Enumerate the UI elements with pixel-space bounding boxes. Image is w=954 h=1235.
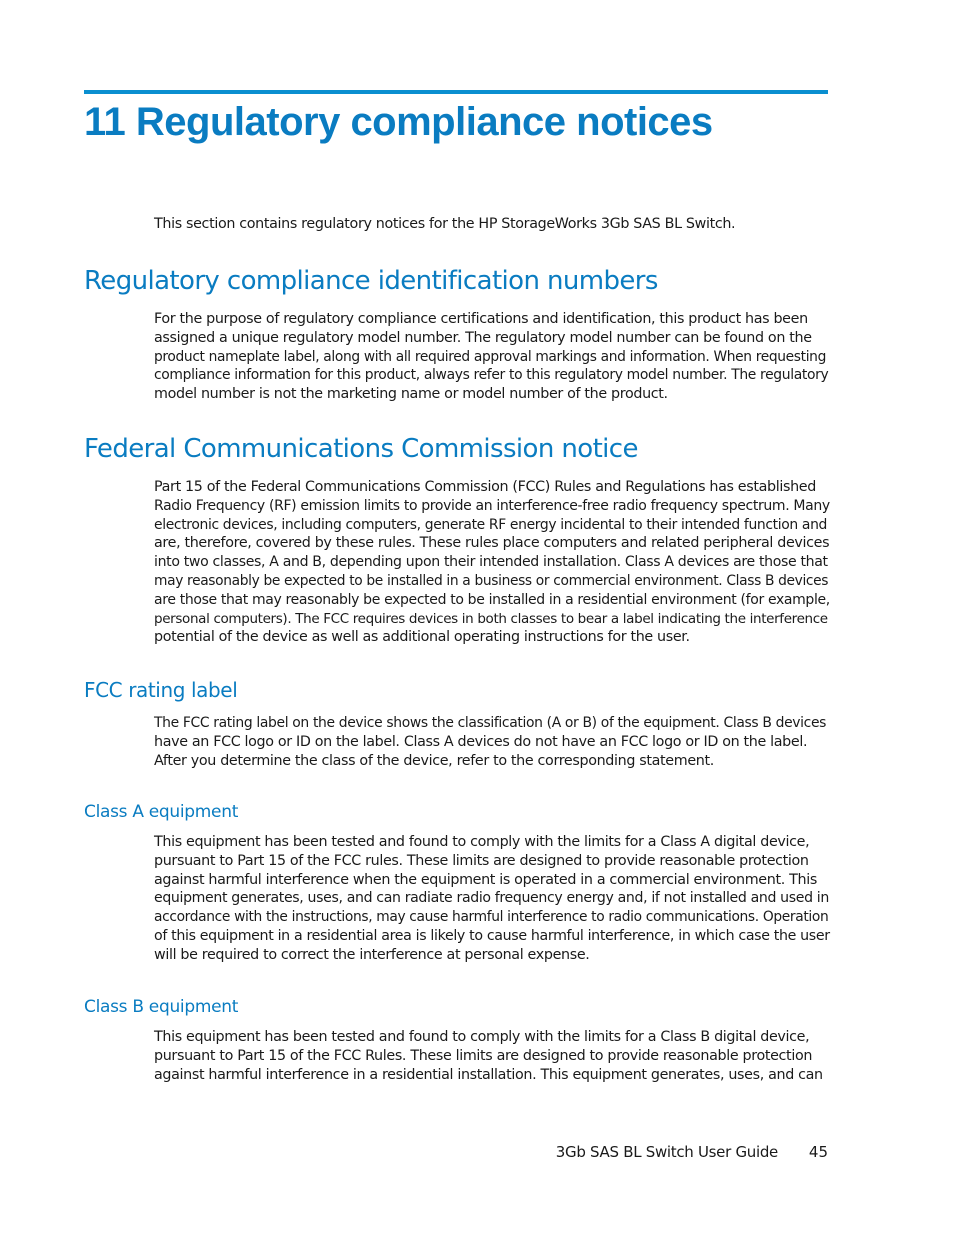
paragraph-line: accordance with the instructions, may cause harmful interference to radio communications. Operation: [154, 909, 829, 926]
footer-page-number: 45: [808, 1143, 828, 1161]
paragraph-line: are, therefore, covered by these rules. These rules place computers and related peripheral devices: [154, 535, 830, 552]
paragraph-line: Part 15 of the Federal Communications Commission (FCC) Rules and Regulations has established: [154, 479, 816, 495]
paragraph-line: The FCC rating label on the device shows the classification (A or B) of the equipment. Class B devices: [154, 715, 827, 731]
paragraph-line: For the purpose of regulatory compliance certifications and identification, this product has been: [154, 311, 808, 327]
paragraph-line: pursuant to Part 15 of the FCC Rules. These limits are designed to provide reasonable protection: [154, 1047, 813, 1064]
section-heading-fcc-notice: Federal Communications Commission notice: [84, 434, 638, 464]
chapter-top-rule: [84, 90, 828, 94]
paragraph-line: electronic devices, including computers, generate RF energy incidental to their intended function and: [154, 516, 827, 533]
footer-guide-title: 3Gb SAS BL Switch User Guide: [555, 1143, 778, 1161]
fcc-rating-paragraph: [154, 714, 830, 770]
subsection-heading-fcc-rating: FCC rating label: [84, 678, 238, 702]
paragraph-line: against harmful interference when the equipment is operated in a commercial environment. This: [154, 871, 817, 888]
identification-paragraph: [154, 310, 830, 404]
paragraph-line: Radio Frequency (RF) emission limits to provide an interference-free radio frequency spectrum. Many: [154, 497, 830, 514]
paragraph-line: compliance information for this product, always refer to this regulatory model number. The regulatory: [154, 367, 829, 384]
paragraph-line: model number is not the marketing name or model number of the product.: [154, 386, 668, 403]
paragraph-line: equipment generates, uses, and can radiate radio frequency energy and, if not installed and used in: [154, 890, 829, 907]
paragraph-line: personal computers). The FCC requires devices in both classes to bear a label indicating the interference: [154, 610, 828, 627]
subsection-heading-class-a: Class A equipment: [84, 802, 239, 822]
paragraph-line: of this equipment in a residential area is likely to cause harmful interference, in which case the user: [154, 927, 830, 944]
paragraph-line: may reasonably be expected to be installed in a business or commercial environment. Class B devices: [154, 572, 829, 589]
paragraph-line: are those that may reasonably be expected to be installed in a residential environment (for example,: [154, 591, 830, 608]
class-b-paragraph: [154, 1028, 830, 1084]
paragraph-line: have an FCC logo or ID on the label. Class A devices do not have an FCC logo or ID on the label.: [154, 733, 808, 750]
paragraph-line: assigned a unique regulatory model number. The regulatory model number can be found on the: [154, 329, 812, 346]
section-heading-identification: Regulatory compliance identification numbers: [84, 266, 658, 296]
chapter-title: 11 Regulatory compliance notices: [84, 100, 713, 144]
fcc-notice-paragraph: [154, 478, 830, 647]
paragraph-line: After you determine the class of the device, refer to the corresponding statement.: [154, 752, 714, 769]
intro-paragraph: [154, 215, 830, 234]
paragraph-line: pursuant to Part 15 of the FCC rules. These limits are designed to provide reasonable protection: [154, 852, 809, 869]
paragraph-line: will be required to correct the interference at personal expense.: [154, 946, 590, 963]
class-a-paragraph: [154, 833, 830, 965]
paragraph-line: This section contains regulatory notices for the HP StorageWorks 3Gb SAS BL Switch.: [154, 216, 736, 232]
paragraph-line: against harmful interference in a residential installation. This equipment generates, uses, and can: [154, 1066, 823, 1083]
paragraph-line: This equipment has been tested and found to comply with the limits for a Class B digital device,: [154, 1029, 810, 1045]
subsection-heading-class-b: Class B equipment: [84, 997, 239, 1017]
paragraph-line: product nameplate label, along with all required approval markings and information. When requesting: [154, 348, 826, 365]
paragraph-line: into two classes, A and B, depending upon their intended installation. Class A devices are those that: [154, 554, 828, 571]
paragraph-line: This equipment has been tested and found to comply with the limits for a Class A digital device,: [154, 834, 810, 850]
paragraph-line: potential of the device as well as additional operating instructions for the user.: [154, 629, 690, 646]
